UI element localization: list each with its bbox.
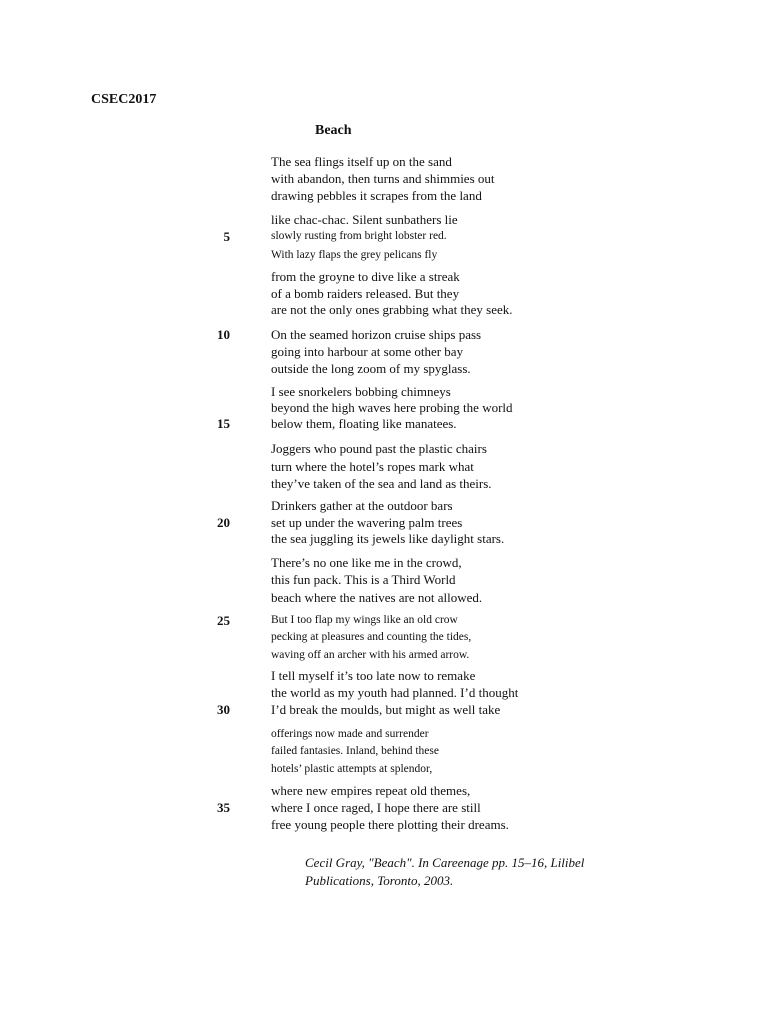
poem-line: There’s no one like me in the crowd,: [271, 555, 462, 570]
poem-line: with abandon, then turns and shimmies out: [271, 171, 495, 186]
poem-line: I see snorkelers bobbing chimneys: [271, 384, 451, 399]
poem-line: outside the long zoom of my spyglass.: [271, 361, 471, 376]
poem-line: beyond the high waves here probing the world: [271, 400, 513, 415]
poem-line: failed fantasies. Inland, behind these: [271, 745, 439, 757]
poem-title: Beach: [315, 123, 352, 138]
line-number: 5: [223, 229, 230, 244]
poem-line: I tell myself it’s too late now to remake: [271, 668, 476, 683]
line-number: 35: [217, 800, 230, 815]
poem-line: drawing pebbles it scrapes from the land: [271, 188, 482, 203]
source-citation: [305, 854, 645, 890]
poem-line: pecking at pleasures and counting the tides,: [271, 631, 472, 643]
citation-line: Cecil Gray, "Beach". In Careenage pp. 15–16, Lilibel: [305, 855, 585, 870]
poem-line: waving off an archer with his armed arrow.: [271, 649, 470, 661]
poem-line: free young people there plotting their dreams.: [271, 817, 509, 832]
poem-line: turn where the hotel’s ropes mark what: [271, 459, 474, 474]
poem-line: Joggers who pound past the plastic chairs: [271, 441, 487, 456]
citation-line: Publications, Toronto, 2003.: [305, 873, 454, 888]
poem-line: hotels’ plastic attempts at splendor,: [271, 763, 433, 775]
line-number: 25: [217, 613, 230, 628]
poem-line: Drinkers gather at the outdoor bars: [271, 498, 453, 513]
poem-line: set up under the wavering palm trees: [271, 515, 463, 530]
poem-line: The sea flings itself up on the sand: [271, 154, 452, 169]
exam-code-header: CSEC2017: [91, 92, 157, 107]
poem-line: this fun pack. This is a Third World: [271, 572, 456, 587]
poem-line: I’d break the moulds, but might as well take: [271, 702, 501, 717]
poem-line: With lazy flaps the grey pelicans fly: [271, 249, 438, 261]
poem-line: below them, floating like manatees.: [271, 416, 457, 431]
poem-line: slowly rusting from bright lobster red.: [271, 230, 447, 242]
poem-line: where I once raged, I hope there are still: [271, 800, 481, 815]
poem-line: of a bomb raiders released. But they: [271, 286, 460, 301]
poem-line: are not the only ones grabbing what they seek.: [271, 302, 513, 317]
poem-line: like chac-chac. Silent sunbathers lie: [271, 212, 458, 227]
poem-line: going into harbour at some other bay: [271, 344, 464, 359]
poem-line: On the seamed horizon cruise ships pass: [271, 327, 482, 342]
line-number: 30: [217, 702, 230, 717]
poem-line: the sea juggling its jewels like daylight stars.: [271, 531, 505, 546]
poem-line: But I too flap my wings like an old crow: [271, 614, 458, 626]
poem-line: the world as my youth had planned. I’d thought: [271, 685, 519, 700]
poem-line: from the groyne to dive like a streak: [271, 269, 460, 284]
poem-line: where new empires repeat old themes,: [271, 783, 471, 798]
poem-line: they’ve taken of the sea and land as theirs.: [271, 476, 492, 491]
poem-line: beach where the natives are not allowed.: [271, 590, 483, 605]
line-number: 15: [217, 416, 230, 431]
poem-line: offerings now made and surrender: [271, 728, 429, 740]
line-number: 10: [217, 327, 230, 342]
line-number: 20: [217, 515, 230, 530]
